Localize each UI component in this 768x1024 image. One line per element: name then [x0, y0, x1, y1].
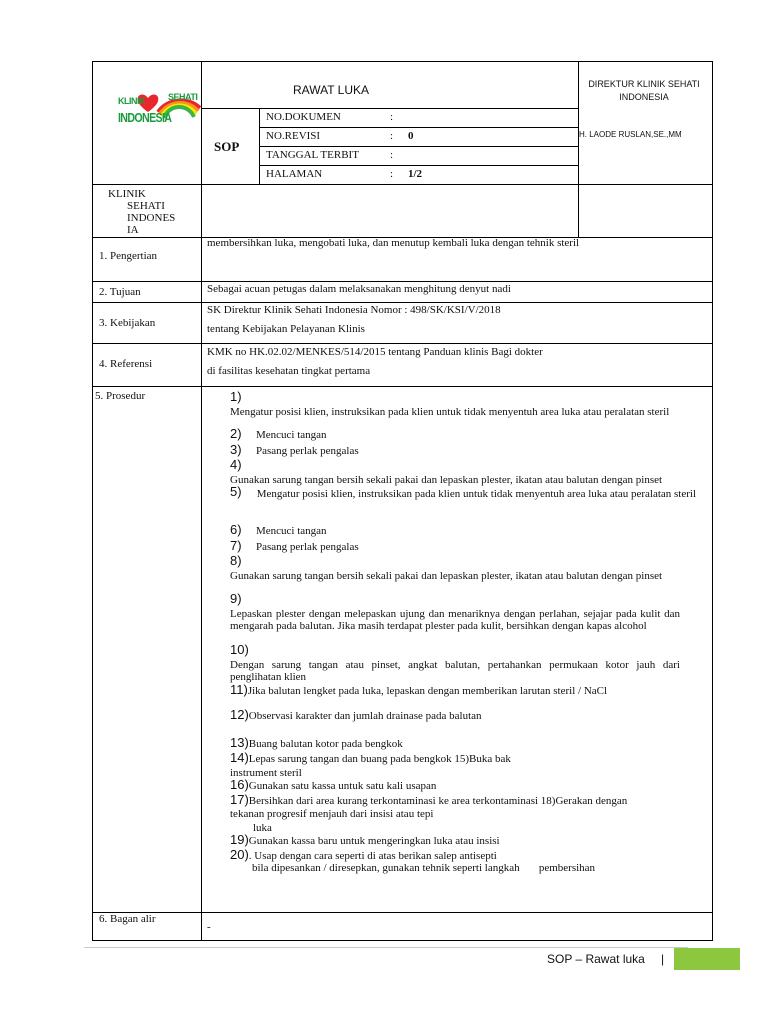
section-referensi-label: 4. Referensi: [99, 358, 153, 370]
director-name: H. LAODE RUSLAN,SE.,MM: [579, 130, 682, 139]
step-19: [230, 834, 706, 847]
step-number: 4): [230, 457, 242, 472]
step-number: 6): [230, 522, 242, 537]
section-kebijakan-line2: tentang Kebijakan Pelayanan Klinis: [207, 323, 365, 335]
section-referensi-line1: KMK no HK.02.02/MENKES/514/2015 tentang Panduan klinis Bagi dokter: [207, 346, 543, 358]
document-title: RAWAT LUKA: [292, 83, 369, 97]
step-text: Lepas sarung tangan dan buang pada bengkok 15)Buka bak: [248, 753, 511, 765]
step-number: 5): [230, 484, 242, 499]
field-no-revisi-label: NO.REVISI: [266, 130, 321, 142]
step-text: Gunakan sarung tangan bersih sekali pakai dan lepaskan plester, ikatan atau balutan dengan pinset: [230, 474, 663, 486]
clinic-name-line-1: KLINIK: [108, 188, 146, 200]
step-10: [230, 644, 706, 683]
section-kebijakan-label: 3. Kebijakan: [99, 317, 156, 329]
step-5: [230, 486, 706, 500]
section-tujuan-label: 2. Tujuan: [99, 286, 141, 298]
field-no-revisi-sep: :: [390, 130, 394, 142]
step-14: [230, 752, 706, 765]
step-17-continuation-2: luka: [253, 822, 272, 834]
step-text: Observasi karakter dan jumlah drainase pada balutan: [248, 710, 482, 722]
field-tanggal-terbit-label: TANGGAL TERBIT: [266, 149, 359, 161]
step-text: Mencuci tangan: [256, 525, 327, 537]
step-number: 8): [230, 553, 242, 568]
footer-accent-block: [674, 948, 740, 970]
section-referensi-line2: di fasilitas kesehatan tingkat pertama: [207, 365, 371, 377]
step-17: [230, 794, 706, 807]
section-tujuan-text: Sebagai acuan petugas dalam melaksanakan menghitung denyut nadi: [207, 283, 511, 295]
step-number: 7): [230, 538, 242, 553]
section-bagan-text: -: [207, 921, 211, 933]
field-tanggal-terbit-sep: :: [390, 149, 394, 161]
step-number: 20): [230, 847, 249, 862]
step-number: 11): [230, 682, 248, 697]
step-text: Mengatur posisi klien, instruksikan pada klien untuk tidak menyentuh area luka atau peralatan steril: [256, 488, 697, 500]
step-number: 16): [230, 777, 249, 792]
logo-text-top: KLINIK: [118, 96, 145, 106]
step-4: [230, 459, 706, 486]
step-text: Buang balutan kotor pada bengkok: [248, 738, 403, 750]
clinic-name-line-2: SEHATI: [127, 200, 165, 212]
step-text: Pasang perlak pengalas: [256, 445, 359, 457]
step-1: [230, 391, 706, 418]
step-17-continuation: tekanan progresif menjauh dari insisi atau tepi: [230, 808, 434, 820]
step-number: 19): [230, 832, 249, 847]
step-text: Gunakan satu kassa untuk satu kali usapan: [248, 780, 437, 792]
step-text: Mencuci tangan: [256, 429, 327, 441]
step-number: 10): [230, 642, 249, 657]
sop-label: SOP: [214, 139, 240, 154]
field-halaman-label: HALAMAN: [266, 168, 323, 180]
clinic-logo: [118, 78, 202, 130]
step-6: [230, 524, 706, 537]
step-text: . Usap dengan cara seperti di atas berikan salep antisepti: [248, 850, 497, 862]
section-bagan-label: 6. Bagan alir: [99, 913, 156, 925]
step-number: 1): [230, 389, 242, 404]
clinic-name-line-3: INDONES: [127, 212, 176, 224]
field-no-revisi-value: 0: [408, 130, 414, 142]
step-number: 12): [230, 707, 249, 722]
step-9: [230, 593, 706, 632]
step-20: [230, 849, 706, 862]
step-16: [230, 779, 706, 792]
step-text: Gunakan kassa baru untuk mengeringkan luka atau insisi: [248, 835, 500, 847]
step-8: [230, 555, 706, 582]
step-text: Bersihkan dari area kurang terkontaminasi ke area terkontaminasi 18)Gerakan dengan: [248, 795, 628, 807]
step-7: [230, 540, 706, 553]
section-pengertian-text: membersihkan luka, mengobati luka, dan menutup kembali luka dengan tehnik steril: [207, 237, 580, 249]
step-11: [230, 684, 706, 697]
step-text: Jika balutan lengket pada luka, lepaskan dengan memberikan larutan steril / NaCl: [247, 685, 608, 697]
footer-text: SOP – Rawat luka: [547, 952, 645, 966]
step-3: [230, 444, 706, 457]
section-prosedur-label: 5. Prosedur: [95, 390, 146, 402]
step-number: 2): [230, 426, 242, 441]
step-number: 13): [230, 735, 249, 750]
step-13: [230, 737, 706, 750]
step-20-continuation: bila dipesankan / diresepkan, gunakan tehnik seperti langkah pembersihan: [252, 862, 596, 874]
footer-separator: |: [661, 952, 665, 966]
field-halaman-value: 1/2: [408, 168, 423, 180]
field-no-dokumen-sep: :: [390, 111, 394, 123]
step-text: Pasang perlak pengalas: [256, 541, 359, 553]
step-2: [230, 428, 706, 441]
step-number: 14): [230, 750, 249, 765]
step-number: 3): [230, 442, 242, 457]
field-halaman-sep: :: [390, 168, 394, 180]
step-number: 9): [230, 591, 242, 606]
clinic-name-line-4: IA: [127, 224, 139, 236]
logo-text-bottom: INDONESIA: [118, 110, 172, 125]
step-text: Dengan sarung tangan atau pinset, angkat balutan, pertahankan permukaan kotor jauh dari penglihatan klien: [230, 659, 680, 683]
step-text: Mengatur posisi klien, instruksikan pada klien untuk tidak menyentuh area luka atau peralatan steril: [230, 406, 670, 418]
step-text: Gunakan sarung tangan bersih sekali pakai dan lepaskan plester, ikatan atau balutan dengan pinset: [230, 570, 663, 582]
step-number: 17): [230, 792, 249, 807]
section-kebijakan-line1: SK Direktur Klinik Sehati Indonesia Nomor : 498/SK/KSI/V/2018: [207, 304, 501, 316]
section-pengertian-label: 1. Pengertian: [99, 250, 158, 262]
logo-text-top2: SEHATI: [168, 92, 198, 102]
step-12: [230, 709, 706, 722]
footer-rule: [84, 947, 688, 948]
director-title: DIREKTUR KLINIK SEHATI INDONESIA: [588, 79, 700, 102]
step-text: Lepaskan plester dengan melepaskan ujung dan menariknya dengan perlahan, sejajar pada kulit dan mengarah pada balutan. Jika masih terdapat plester pada kulit, bersihkan dengan kapas alcohol: [230, 608, 680, 632]
field-no-dokumen-label: NO.DOKUMEN: [266, 111, 341, 123]
step-14-continuation: instrument steril: [230, 767, 302, 779]
